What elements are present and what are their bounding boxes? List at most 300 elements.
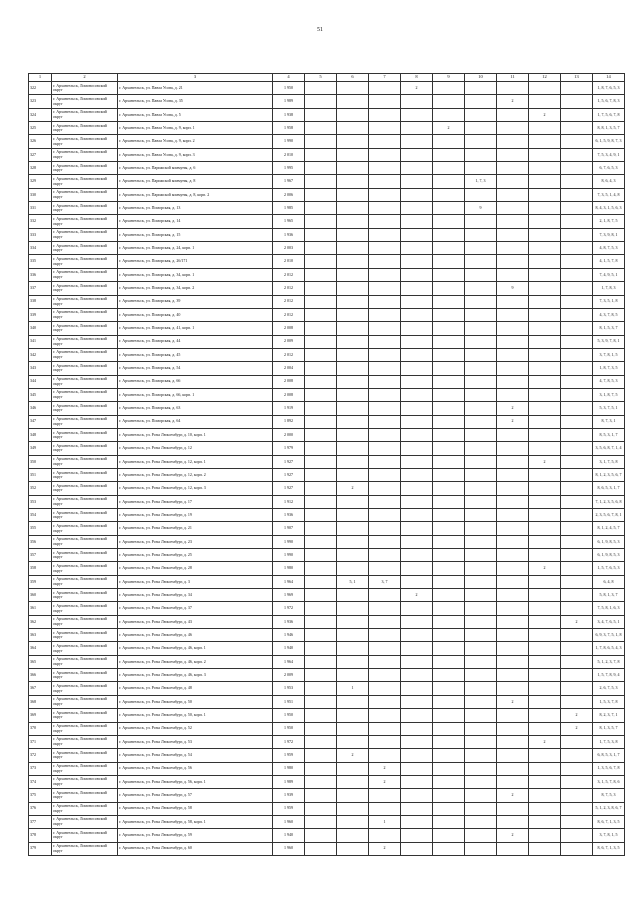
mark-cell-col-11 [497,749,529,762]
mark-cell-col-5 [305,162,337,175]
codes-cell: 7, 3, 5, 1, 8 [593,295,625,308]
codes-cell: 3, 4, 7, 6, 5, 1 [593,615,625,628]
mark-cell-col-6 [337,95,369,108]
mark-cell-col-7 [369,135,401,148]
mark-cell-col-13 [561,655,593,668]
table-row [29,335,625,348]
year-cell: 1 940 [273,642,305,655]
row-number-cell: 329 [29,175,52,188]
mark-cell-col-9 [433,722,465,735]
address-cell: г. Архангельск, ул. Поморская, д. 34, корп. 2 [118,282,273,295]
mark-cell-col-9 [433,362,465,375]
mark-cell-col-7 [369,562,401,575]
mark-cell-col-9 [433,735,465,748]
address-cell: г. Архангельск, ул. Розы Люксембург, д. 23 [118,535,273,548]
mark-cell-col-11 [497,135,529,148]
mark-cell-col-5 [305,322,337,335]
year-cell: 2 008 [273,388,305,401]
row-number-cell: 374 [29,775,52,788]
locality-cell: г. Архангельск, Ломоносовский округ [52,95,118,108]
mark-cell-col-11 [497,682,529,695]
mark-cell-col-12 [529,575,561,588]
mark-cell-col-13 [561,108,593,121]
row-number-cell: 359 [29,575,52,588]
mark-cell-col-8 [401,308,433,321]
mark-cell-col-8 [401,682,433,695]
mark-cell-col-6 [337,122,369,135]
mark-cell-col-11 [497,642,529,655]
mark-cell-col-9 [433,655,465,668]
table-row [29,268,625,281]
mark-cell-col-9 [433,815,465,828]
codes-cell: 1, 7, 5, 6, 7, 8 [593,108,625,121]
mark-cell-col-11: 2 [497,402,529,415]
column-header: 6 [337,74,369,82]
mark-cell-col-12 [529,829,561,842]
mark-cell-col-9 [433,348,465,361]
mark-cell-col-11 [497,255,529,268]
row-number-cell: 375 [29,789,52,802]
codes-cell: 8, 1, 3, 5, 7 [593,722,625,735]
row-number-cell: 343 [29,362,52,375]
table-row [29,122,625,135]
mark-cell-col-12 [529,335,561,348]
address-cell: г. Архангельск, ул. Розы Люксембург, д. 57 [118,789,273,802]
mark-cell-col-6 [337,695,369,708]
mark-cell-col-13 [561,775,593,788]
mark-cell-col-7 [369,242,401,255]
year-cell: 1 959 [273,749,305,762]
codes-cell: 8, 5, 3, 1, 7 [593,428,625,441]
mark-cell-col-8 [401,442,433,455]
mark-cell-col-11 [497,815,529,828]
column-header: 14 [593,74,625,82]
year-cell: 1 972 [273,735,305,748]
mark-cell-col-6 [337,388,369,401]
address-cell: г. Архангельск, ул. Поморская, д. 66 [118,375,273,388]
mark-cell-col-13 [561,562,593,575]
row-number-cell: 349 [29,442,52,455]
mark-cell-col-10 [465,295,497,308]
mark-cell-col-7 [369,148,401,161]
table-row [29,749,625,762]
codes-cell: 6, 8, 5, 3, 1, 7 [593,749,625,762]
mark-cell-col-8 [401,815,433,828]
table-row [29,188,625,201]
mark-cell-col-6 [337,642,369,655]
mark-cell-col-7 [369,589,401,602]
mark-cell-col-8 [401,602,433,615]
year-cell: 2 009 [273,335,305,348]
mark-cell-col-12 [529,308,561,321]
locality-cell: г. Архангельск, Ломоносовский округ [52,335,118,348]
mark-cell-col-10 [465,162,497,175]
codes-cell: 6, 7, 6, 5, 3 [593,162,625,175]
mark-cell-col-8 [401,829,433,842]
mark-cell-col-13 [561,468,593,481]
table-row [29,135,625,148]
locality-cell: г. Архангельск, Ломоносовский округ [52,549,118,562]
mark-cell-col-12 [529,375,561,388]
year-cell: 1 940 [273,829,305,842]
address-cell: г. Архангельск, ул. Розы Люксембург, д. 34 [118,589,273,602]
mark-cell-col-12: 2 [529,108,561,121]
row-number-cell: 364 [29,642,52,655]
mark-cell-col-13 [561,308,593,321]
row-number-cell: 367 [29,682,52,695]
mark-cell-col-7 [369,82,401,95]
mark-cell-col-11 [497,735,529,748]
mark-cell-col-7 [369,175,401,188]
mark-cell-col-7 [369,215,401,228]
table-row [29,442,625,455]
locality-cell: г. Архангельск, Ломоносовский округ [52,322,118,335]
address-cell: г. Архангельск, ул. Поморская, д. 44 [118,335,273,348]
year-cell: 1 953 [273,682,305,695]
mark-cell-col-11 [497,535,529,548]
mark-cell-col-13 [561,442,593,455]
mark-cell-col-5 [305,709,337,722]
codes-cell: 6, 4, 8 [593,575,625,588]
year-cell: 2 004 [273,362,305,375]
mark-cell-col-12 [529,842,561,855]
mark-cell-col-11 [497,308,529,321]
mark-cell-col-10 [465,642,497,655]
mark-cell-col-7 [369,695,401,708]
locality-cell: г. Архангельск, Ломоносовский округ [52,575,118,588]
row-number-cell: 322 [29,82,52,95]
mark-cell-col-12 [529,82,561,95]
mark-cell-col-9 [433,202,465,215]
mark-cell-col-10 [465,242,497,255]
mark-cell-col-11 [497,802,529,815]
locality-cell: г. Архангельск, Ломоносовский округ [52,402,118,415]
codes-cell: 5, 3, 9, 7, 8, 1 [593,335,625,348]
mark-cell-col-13: 2 [561,709,593,722]
mark-cell-col-5 [305,388,337,401]
codes-cell: 8, 6, 5, 3, 1, 7 [593,482,625,495]
locality-cell: г. Архангельск, Ломоносовский округ [52,615,118,628]
mark-cell-col-5 [305,282,337,295]
mark-cell-col-13 [561,495,593,508]
locality-cell: г. Архангельск, Ломоносовский округ [52,162,118,175]
mark-cell-col-12 [529,322,561,335]
mark-cell-col-6 [337,308,369,321]
column-header: 3 [118,74,273,82]
mark-cell-col-6: 2 [337,482,369,495]
locality-cell: г. Архангельск, Ломоносовский округ [52,789,118,802]
mark-cell-col-9 [433,175,465,188]
mark-cell-col-9 [433,749,465,762]
table-row [29,202,625,215]
mark-cell-col-6 [337,415,369,428]
mark-cell-col-12 [529,362,561,375]
table-row [29,322,625,335]
mark-cell-col-8 [401,575,433,588]
mark-cell-col-13 [561,348,593,361]
mark-cell-col-7 [369,402,401,415]
mark-cell-col-7 [369,455,401,468]
mark-cell-col-10 [465,322,497,335]
row-number-cell: 342 [29,348,52,361]
mark-cell-col-6 [337,82,369,95]
locality-cell: г. Архангельск, Ломоносовский округ [52,348,118,361]
year-cell: 2 008 [273,322,305,335]
mark-cell-col-5 [305,509,337,522]
address-cell: г. Архангельск, ул. Поморская, д. 45 [118,348,273,361]
codes-cell: 1, 7, 8, 3 [593,282,625,295]
codes-cell: 2, 6, 7, 5, 3 [593,682,625,695]
mark-cell-col-11 [497,362,529,375]
mark-cell-col-11 [497,562,529,575]
locality-cell: г. Архангельск, Ломоносовский округ [52,802,118,815]
table-row [29,415,625,428]
address-cell: г. Архангельск, ул. Павла Усова, д. 9, корп. 3 [118,148,273,161]
mark-cell-col-10 [465,122,497,135]
mark-cell-col-11 [497,175,529,188]
table-row [29,388,625,401]
mark-cell-col-7 [369,615,401,628]
year-cell: 1 950 [273,82,305,95]
mark-cell-col-5 [305,428,337,441]
mark-cell-col-10 [465,749,497,762]
address-cell: г. Архангельск, ул. Розы Люксембург, д. 25 [118,549,273,562]
row-number-cell: 376 [29,802,52,815]
codes-cell: 1, 8, 7, 6, 5, 3 [593,82,625,95]
mark-cell-col-13 [561,215,593,228]
year-cell: 1 990 [273,135,305,148]
mark-cell-col-7 [369,602,401,615]
row-number-cell: 328 [29,162,52,175]
mark-cell-col-8 [401,162,433,175]
mark-cell-col-10 [465,695,497,708]
mark-cell-col-11 [497,162,529,175]
mark-cell-col-13 [561,122,593,135]
mark-cell-col-13 [561,95,593,108]
mark-cell-col-10 [465,135,497,148]
mark-cell-col-9 [433,82,465,95]
mark-cell-col-5 [305,629,337,642]
mark-cell-col-7: 2 [369,842,401,855]
address-cell: г. Архангельск, ул. Розы Люксембург, д. 56 [118,762,273,775]
locality-cell: г. Архангельск, Ломоносовский округ [52,268,118,281]
row-number-cell: 339 [29,308,52,321]
mark-cell-col-5 [305,95,337,108]
mark-cell-col-12 [529,709,561,722]
mark-cell-col-7: 1 [369,815,401,828]
locality-cell: г. Архангельск, Ломоносовский округ [52,375,118,388]
register-table [28,73,625,856]
mark-cell-col-9 [433,615,465,628]
mark-cell-col-12 [529,749,561,762]
codes-cell: 1, 5, 3, 7, 8 [593,695,625,708]
mark-cell-col-11 [497,482,529,495]
mark-cell-col-7 [369,228,401,241]
mark-cell-col-9 [433,535,465,548]
mark-cell-col-13 [561,455,593,468]
mark-cell-col-7 [369,255,401,268]
table-row [29,402,625,415]
row-number-cell: 373 [29,762,52,775]
row-number-cell: 335 [29,255,52,268]
mark-cell-col-6 [337,789,369,802]
codes-cell: 1, 5, 6, 7, 8, 3 [593,95,625,108]
year-cell: 1 950 [273,722,305,735]
mark-cell-col-10: 1, 7, 3 [465,175,497,188]
mark-cell-col-6 [337,509,369,522]
mark-cell-col-8 [401,562,433,575]
mark-cell-col-10 [465,735,497,748]
year-cell: 1 927 [273,482,305,495]
year-cell: 1 980 [273,562,305,575]
mark-cell-col-7 [369,829,401,842]
mark-cell-col-13 [561,762,593,775]
mark-cell-col-13 [561,735,593,748]
year-cell: 1 927 [273,455,305,468]
mark-cell-col-10 [465,375,497,388]
mark-cell-col-6 [337,268,369,281]
codes-cell: 8, 6, 7, 1, 3, 5 [593,815,625,828]
mark-cell-col-6 [337,522,369,535]
mark-cell-col-7 [369,749,401,762]
row-number-cell: 355 [29,522,52,535]
mark-cell-col-8 [401,95,433,108]
mark-cell-col-9 [433,442,465,455]
locality-cell: г. Архангельск, Ломоносовский округ [52,242,118,255]
mark-cell-col-6 [337,815,369,828]
mark-cell-col-10 [465,455,497,468]
mark-cell-col-8 [401,362,433,375]
table-row [29,215,625,228]
table-row [29,722,625,735]
mark-cell-col-6 [337,175,369,188]
table-row [29,228,625,241]
mark-cell-col-7 [369,495,401,508]
mark-cell-col-5 [305,695,337,708]
mark-cell-col-13 [561,148,593,161]
mark-cell-col-5 [305,842,337,855]
mark-cell-col-11 [497,428,529,441]
address-cell: г. Архангельск, ул. Поморская, д. 34, корп. 1 [118,268,273,281]
row-number-cell: 351 [29,468,52,481]
mark-cell-col-9 [433,242,465,255]
mark-cell-col-12 [529,509,561,522]
row-number-cell: 348 [29,428,52,441]
year-cell: 2 012 [273,308,305,321]
mark-cell-col-11 [497,775,529,788]
codes-cell: 3, 5, 6, 8, 7, 1, 4 [593,442,625,455]
mark-cell-col-13 [561,175,593,188]
table-row [29,308,625,321]
address-cell: г. Архангельск, ул. Розы Люксембург, д. 17 [118,495,273,508]
mark-cell-col-11 [497,215,529,228]
mark-cell-col-10 [465,589,497,602]
row-number-cell: 325 [29,122,52,135]
mark-cell-col-8 [401,175,433,188]
address-cell: г. Архангельск, ул. Парижской коммуны, д. 6 [118,162,273,175]
mark-cell-col-11 [497,509,529,522]
table-row [29,575,625,588]
locality-cell: г. Архангельск, Ломоносовский округ [52,695,118,708]
year-cell: 2 012 [273,268,305,281]
mark-cell-col-11 [497,549,529,562]
table-row [29,108,625,121]
year-cell: 1 972 [273,602,305,615]
mark-cell-col-8 [401,549,433,562]
address-cell: г. Архангельск, ул. Розы Люксембург, д. 19 [118,509,273,522]
table-row [29,655,625,668]
mark-cell-col-7: 2 [369,775,401,788]
mark-cell-col-12 [529,242,561,255]
mark-cell-col-12 [529,802,561,815]
mark-cell-col-13 [561,749,593,762]
table-row [29,682,625,695]
mark-cell-col-7 [369,322,401,335]
mark-cell-col-8 [401,228,433,241]
year-cell: 1 951 [273,695,305,708]
address-cell: г. Архангельск, ул. Розы Люксембург, д. 3 [118,575,273,588]
mark-cell-col-13 [561,428,593,441]
year-cell: 2 008 [273,375,305,388]
mark-cell-col-6 [337,535,369,548]
address-cell: г. Архангельск, ул. Поморская, д. 13 [118,202,273,215]
column-header: 8 [401,74,433,82]
table-row [29,735,625,748]
mark-cell-col-13 [561,629,593,642]
mark-cell-col-10 [465,468,497,481]
address-cell: г. Архангельск, ул. Розы Люксембург, д. 54 [118,749,273,762]
mark-cell-col-11 [497,188,529,201]
mark-cell-col-12 [529,162,561,175]
mark-cell-col-13 [561,135,593,148]
mark-cell-col-8 [401,642,433,655]
locality-cell: г. Архангельск, Ломоносовский округ [52,108,118,121]
mark-cell-col-8 [401,188,433,201]
codes-cell: 5, 8, 1, 3, 7 [593,589,625,602]
mark-cell-col-11 [497,495,529,508]
mark-cell-col-11 [497,268,529,281]
mark-cell-col-10 [465,535,497,548]
mark-cell-col-6 [337,562,369,575]
locality-cell: г. Архангельск, Ломоносовский округ [52,215,118,228]
mark-cell-col-10 [465,775,497,788]
mark-cell-col-7 [369,722,401,735]
mark-cell-col-9 [433,509,465,522]
mark-cell-col-8 [401,402,433,415]
mark-cell-col-10 [465,655,497,668]
year-cell: 2 000 [273,428,305,441]
mark-cell-col-10 [465,522,497,535]
mark-cell-col-5 [305,642,337,655]
mark-cell-col-9 [433,482,465,495]
mark-cell-col-7 [369,522,401,535]
mark-cell-col-10 [465,495,497,508]
mark-cell-col-8 [401,735,433,748]
address-cell: г. Архангельск, ул. Павла Усова, д. 35 [118,95,273,108]
mark-cell-col-9 [433,842,465,855]
mark-cell-col-13 [561,188,593,201]
mark-cell-col-6 [337,495,369,508]
year-cell: 2 010 [273,148,305,161]
mark-cell-col-13: 2 [561,722,593,735]
mark-cell-col-12 [529,789,561,802]
mark-cell-col-5 [305,589,337,602]
mark-cell-col-10 [465,509,497,522]
year-cell: 2 009 [273,669,305,682]
mark-cell-col-9 [433,775,465,788]
mark-cell-col-5 [305,495,337,508]
table-row [29,535,625,548]
